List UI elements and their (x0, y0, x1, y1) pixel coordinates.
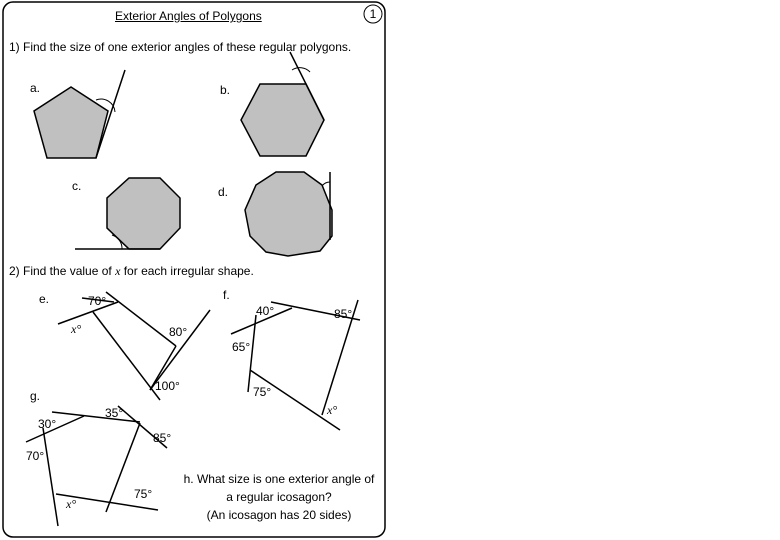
angle-g-4: 70° (26, 449, 45, 463)
angle-e-3: 100° (155, 379, 180, 393)
angle-e-x: x° (71, 322, 82, 336)
polygon-b-hexagon (241, 52, 324, 156)
label-a: a. (30, 81, 41, 95)
label-c: c. (72, 179, 82, 193)
question-h-line-1: h. What size is one exterior angle of (183, 472, 375, 486)
angle-f-2: 85° (334, 307, 353, 321)
label-e: e. (39, 292, 50, 306)
angle-g-3: 85° (153, 431, 172, 445)
angle-g-1: 30° (38, 417, 57, 431)
label-d: d. (218, 185, 229, 199)
angle-f-x: x° (327, 403, 338, 417)
page-number: 1 (369, 7, 377, 21)
question-h-line-2: a regular icosagon? (226, 490, 332, 504)
label-b: b. (220, 83, 231, 97)
shape-e (58, 292, 210, 400)
polygon-c-octagon (75, 178, 180, 249)
angle-g-2: 35° (105, 406, 124, 420)
angle-g-5: 75° (134, 487, 153, 501)
question-1-text: 1) Find the size of one exterior angles of these regular polygons. (9, 40, 352, 54)
angle-f-1: 40° (256, 304, 275, 318)
angle-g-x: x° (66, 497, 77, 511)
angle-e-1: 70° (88, 294, 107, 308)
question-h-line-3: (An icosagon has 20 sides) (206, 508, 352, 522)
polygon-d-decagon (245, 172, 332, 256)
angle-f-3: 65° (232, 340, 251, 354)
angle-f-4: 75° (253, 385, 272, 399)
angle-e-2: 80° (169, 325, 188, 339)
question-h (174, 470, 384, 524)
page-title: Exterior Angles of Polygons (115, 9, 262, 23)
label-g: g. (30, 389, 41, 403)
polygon-a-pentagon (34, 70, 125, 158)
question-2-text: 2) Find the value of x for each irregular shape. (9, 264, 254, 278)
label-f: f. (223, 288, 230, 302)
